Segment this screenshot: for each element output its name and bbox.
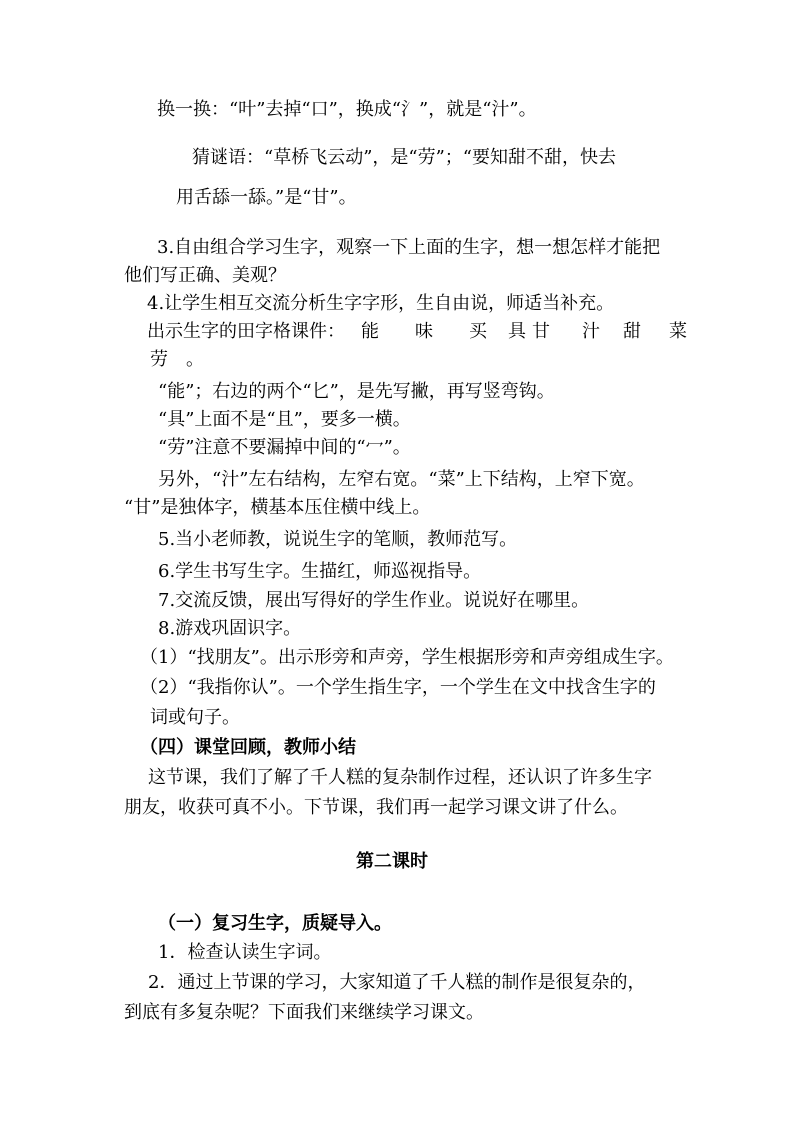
game-1: （1）“找朋友”。出示形旁和声旁，学生根据形旁和声旁组成生字。 [140, 647, 674, 668]
note-structure-line-1: 另外，“汁”左右结构，左窄右宽。“菜”上下结构，上窄下宽。 [158, 469, 645, 490]
grid-intro: 出示生字的田字格课件： [147, 321, 345, 342]
step-7: 7.交流反馈，展出写得好的学生作业。说说好在哪里。 [158, 590, 590, 611]
grid-char-wei: 味 [415, 321, 433, 342]
step-5: 5.当小老师教，说说生字的笔顺，教师范写。 [158, 529, 518, 550]
lesson-two-heading-one: （一）复习生字，质疑导入。 [158, 913, 392, 934]
grid-end: 。 [186, 349, 204, 370]
heading-four: （四）课堂回顾，教师小结 [140, 737, 356, 758]
grid-char-tian: 甜 [623, 321, 641, 342]
summary-line-1: 这节课，我们了解了千人糕的复杂制作过程，还认识了许多生字 [148, 767, 652, 788]
grid-char-gan: 甘 [532, 321, 550, 342]
step-8: 8.游戏巩固识字。 [158, 618, 302, 639]
grid-char-mai: 买 [469, 321, 487, 342]
grid-char-neng: 能 [361, 321, 379, 342]
game-2-line-2: 词或句子。 [150, 707, 240, 728]
note-neng: “能”；右边的两个“匕”，是先写撇，再写竖弯钩。 [158, 381, 555, 402]
step-3-line-2: 他们写正确、美观？ [124, 265, 286, 286]
grid-char-lao: 劳 [150, 349, 168, 370]
note-ju: “具”上面不是“且”，要多一横。 [158, 409, 411, 430]
step-3-line-1: 3.自由组合学习生字，观察一下上面的生字，想一想怎样才能把 [157, 237, 661, 258]
step-4: 4.让学生相互交流分析生字字形，生自由说，师适当补充。 [147, 293, 615, 314]
lesson-two-item-2-line-1: 2．通过上节课的学习，大家知道了千人糕的制作是很复杂的， [148, 972, 646, 993]
note-structure-line-2: “甘”是独体字，横基本压住横中线上。 [124, 497, 431, 518]
step-6: 6.学生书写生字。生描红，师巡视指导。 [158, 561, 482, 582]
riddle-line-1: 猜谜语：“草桥飞云动”，是“劳”；“要知甜不甜，快去 [192, 147, 617, 168]
grid-char-zhi: 汁 [582, 321, 600, 342]
lesson-two-title: 第二课时 [356, 851, 428, 872]
note-lao: “劳”注意不要漏掉中间的“冖”。 [158, 437, 411, 458]
grid-char-ju: 具 [508, 321, 526, 342]
riddle-line-2: 用舌舔一舔。”是“甘”。 [176, 187, 357, 208]
lesson-two-item-2-line-2: 到底有多复杂呢？下面我们来继续学习课文。 [124, 1002, 484, 1023]
swap-line: 换一换：“叶”去掉“口”，换成“氵”，就是“汁”。 [157, 99, 537, 120]
lesson-two-item-1: 1．检查认读生字词。 [158, 942, 332, 963]
grid-char-cai: 菜 [669, 321, 687, 342]
game-2-line-1: （2）“我指你认”。一个学生指生字，一个学生在文中找含生字的 [140, 677, 656, 698]
summary-line-2: 朋友，收获可真不小。下节课，我们再一起学习课文讲了什么。 [124, 797, 628, 818]
